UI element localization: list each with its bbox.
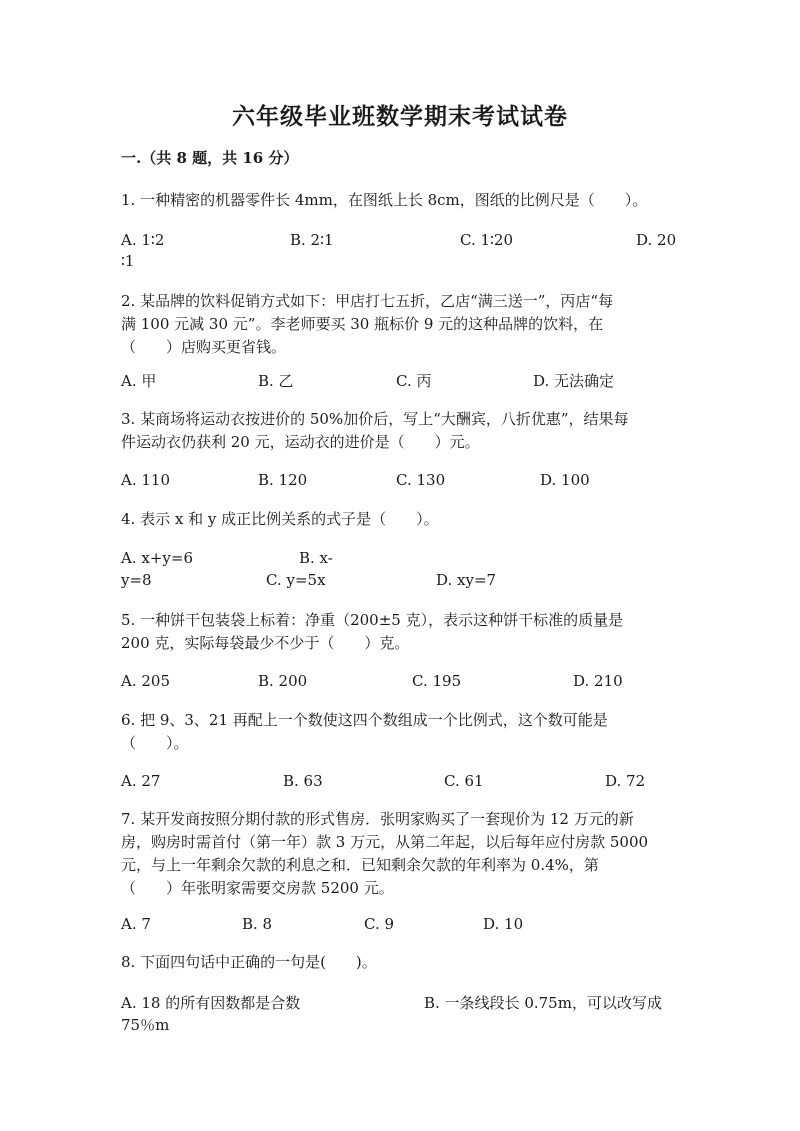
question-text-line: （ ）年张明家需要交房款 5200 元。 bbox=[121, 879, 394, 897]
question-text-line: （ ）。 bbox=[121, 734, 189, 752]
question-2-option-a[interactable]: A. 甲 bbox=[121, 372, 157, 390]
question-7-option-c[interactable]: C. 9 bbox=[364, 915, 395, 933]
question-5-option-a[interactable]: A. 205 bbox=[121, 672, 170, 690]
question-text-line: 满 100 元减 30 元”。李老师要买 30 瓶标价 9 元的这种品牌的饮料，在 bbox=[121, 315, 604, 333]
exam-title: 六年级毕业班数学期末考试试卷 bbox=[232, 103, 568, 130]
question-5-option-b[interactable]: B. 200 bbox=[258, 672, 308, 690]
question-1-option-b[interactable]: B. 2∶1 bbox=[290, 231, 334, 249]
question-text-line: 房，购房时需首付（第一年）款 3 万元，从第二年起，以后每年应付房款 5000 bbox=[121, 833, 649, 851]
question-text-line: （ ）店购买更省钱。 bbox=[121, 338, 287, 356]
question-2-option-c[interactable]: C. 丙 bbox=[396, 372, 432, 390]
question-text-line: 2. 某品牌的饮料促销方式如下：甲店打七五折，乙店“满三送一”，丙店“每 bbox=[121, 292, 614, 310]
question-6-option-a[interactable]: A. 27 bbox=[121, 772, 161, 790]
question-4-option-b-wrap: y=8 bbox=[121, 571, 152, 589]
section-heading: 一.（共 8 题，共 16 分） bbox=[121, 149, 299, 167]
question-4-stem bbox=[121, 508, 681, 531]
question-text-line: 6. 把 9、3、21 再配上一个数使这四个数组成一个比例式，这个数可能是 bbox=[121, 711, 608, 729]
question-5-option-d[interactable]: D. 210 bbox=[573, 672, 623, 690]
question-7-option-b[interactable]: B. 8 bbox=[242, 915, 273, 933]
question-6-option-d[interactable]: D. 72 bbox=[605, 772, 646, 790]
question-4-option-c[interactable]: C. y=5x bbox=[266, 571, 326, 589]
question-1-option-a[interactable]: A. 1∶2 bbox=[121, 231, 165, 249]
question-3-option-a[interactable]: A. 110 bbox=[121, 471, 170, 489]
question-2-stem bbox=[121, 290, 681, 359]
question-text-line: 1. 一种精密的机器零件长 4mm，在图纸上长 8cm，图纸的比例尺是（ ）。 bbox=[121, 191, 648, 209]
question-1-option-d[interactable]: D. 20 bbox=[636, 231, 677, 249]
question-8-option-b-wrap: 75％m bbox=[121, 1016, 170, 1034]
question-8-stem bbox=[121, 951, 681, 974]
question-8-option-b[interactable]: B. 一条线段长 0.75m，可以改写成 bbox=[424, 994, 662, 1012]
question-1-stem bbox=[121, 189, 681, 212]
question-7-stem bbox=[121, 808, 681, 900]
question-text-line: 3. 某商场将运动衣按进价的 50%加价后，写上“大酬宾，八折优惠”，结果每 bbox=[121, 410, 629, 428]
question-6-stem bbox=[121, 709, 681, 755]
question-7-option-a[interactable]: A. 7 bbox=[121, 915, 151, 933]
question-6-option-c[interactable]: C. 61 bbox=[444, 772, 484, 790]
question-3-option-c[interactable]: C. 130 bbox=[396, 471, 446, 489]
question-7-option-d[interactable]: D. 10 bbox=[483, 915, 524, 933]
question-2-option-d[interactable]: D. 无法确定 bbox=[533, 372, 615, 390]
question-1-option-d-wrap: ∶1 bbox=[121, 252, 135, 270]
question-3-option-b[interactable]: B. 120 bbox=[258, 471, 308, 489]
question-8-option-a[interactable]: A. 18 的所有因数都是合数 bbox=[121, 994, 301, 1012]
question-1-option-c[interactable]: C. 1∶20 bbox=[460, 231, 514, 249]
question-4-option-d[interactable]: D. xy=7 bbox=[436, 571, 497, 589]
question-text-line: 4. 表示 x 和 y 成正比例关系的式子是（ ）。 bbox=[121, 510, 439, 528]
question-4-option-b[interactable]: B. x- bbox=[299, 549, 333, 567]
question-5-stem bbox=[121, 609, 681, 655]
question-text-line: 元，与上一年剩余欠款的利息之和．已知剩余欠款的年利率为 0.4%，第 bbox=[121, 856, 599, 874]
question-3-stem bbox=[121, 408, 681, 454]
question-4-option-a[interactable]: A. x+y=6 bbox=[121, 549, 193, 567]
question-3-option-d[interactable]: D. 100 bbox=[540, 471, 590, 489]
question-2-option-b[interactable]: B. 乙 bbox=[258, 372, 294, 390]
question-text-line: 8. 下面四句话中正确的一句是( )。 bbox=[121, 953, 377, 971]
question-text-line: 7. 某开发商按照分期付款的形式售房．张明家购买了一套现价为 12 万元的新 bbox=[121, 810, 634, 828]
question-text-line: 200 克，实际每袋最少不少于（ ）克。 bbox=[121, 634, 410, 652]
question-text-line: 5. 一种饼干包装袋上标着：净重（200±5 克），表示这种饼干标准的质量是 bbox=[121, 611, 624, 629]
question-5-option-c[interactable]: C. 195 bbox=[412, 672, 462, 690]
question-text-line: 件运动衣仍获利 20 元，运动衣的进价是（ ）元。 bbox=[121, 433, 480, 451]
question-6-option-b[interactable]: B. 63 bbox=[283, 772, 323, 790]
